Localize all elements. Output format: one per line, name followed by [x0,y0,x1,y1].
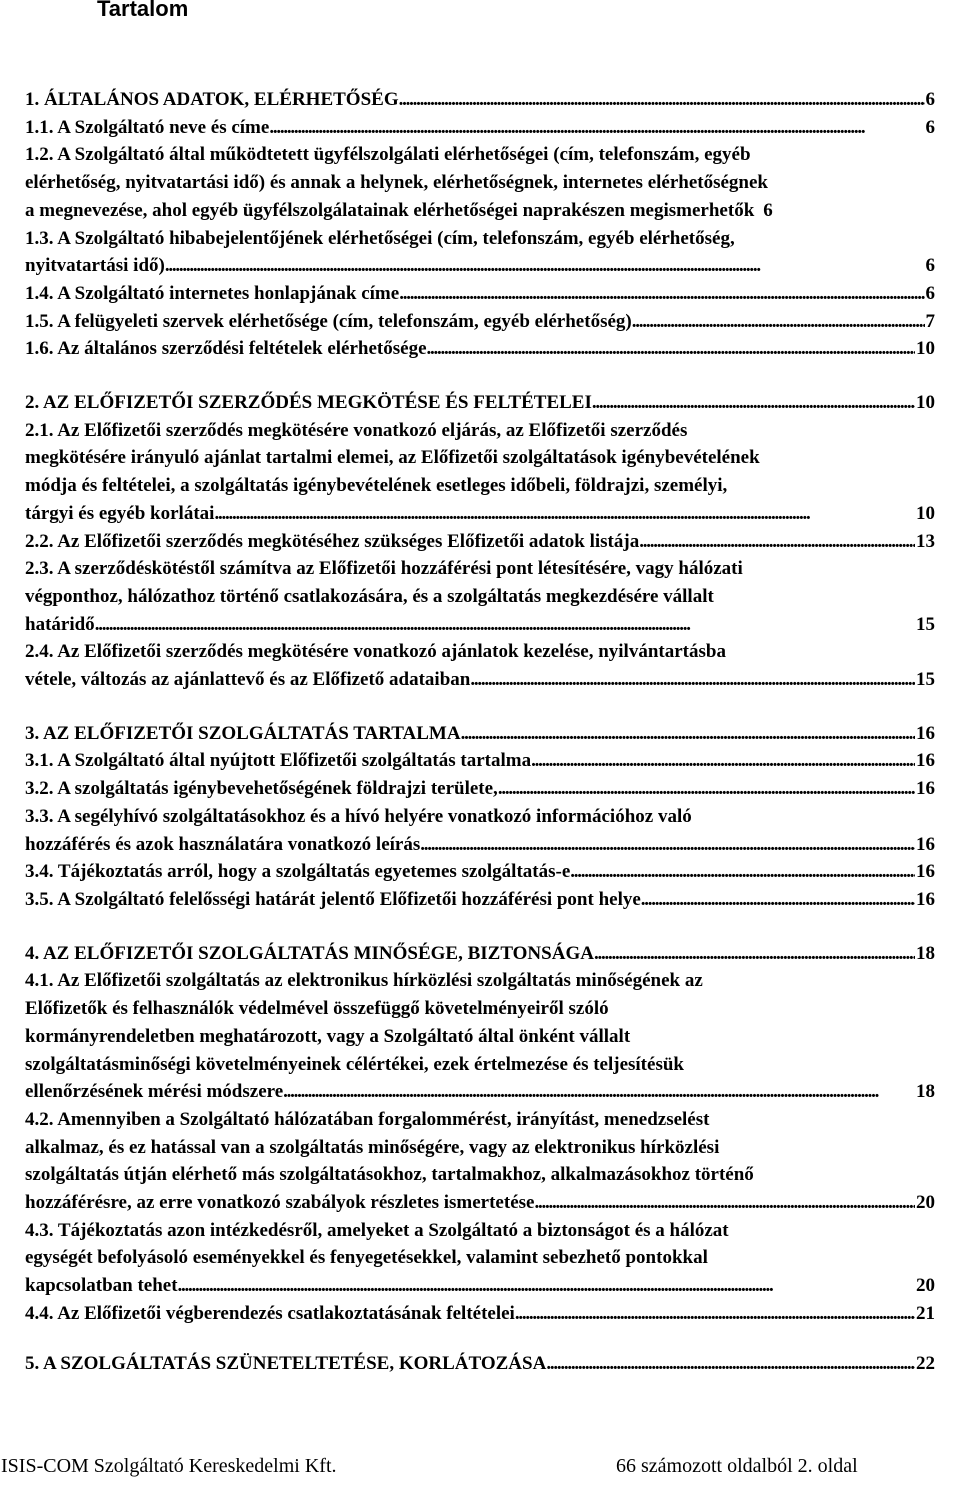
toc-entry[interactable] [25,389,935,417]
toc-entry-text: 3.1. A Szolgáltató által nyújtott Előfizetői szolgáltatás tartalma [25,750,532,772]
toc-entry[interactable] [25,555,935,638]
toc-entry-text: hozzáférésre, az erre vonatkozó szabályok részletes ismertetése [25,1192,535,1214]
toc-entry[interactable] [25,1217,935,1300]
toc-entry-text: hozzáférés és azok használatára vonatkozó leírás [25,833,421,855]
toc-entry-text: 2. AZ ELŐFIZETŐI SZERZŐDÉS MEGKÖTÉSE ÉS FELTÉTELEI [25,392,592,414]
toc-entry-text: egységét befolyásoló eseményekkel és fenyegetésekkel, valamint sebezhető pontokkal [25,1247,708,1269]
toc-entry-text: 5. A SZOLGÁLTATÁS SZÜNETELTETÉSE, KORLÁTOZÁSA [25,1352,547,1374]
toc-entry-text: megkötésére irányuló ajánlat tartalmi elemei, az Előfizetői szolgáltatások igénybevételének [25,447,760,469]
toc-entry[interactable] [25,114,935,142]
dot-leader [420,831,915,859]
dot-leader [594,940,915,968]
toc-entry-text: 1.3. A Szolgáltató hibabejelentőjének elérhetőségei (cím, telefonszám, egyéb elérhetőség, [25,227,735,249]
toc-entry-text: Előfizetők és felhasználók védelmével összefüggő követelményeiről szóló [25,998,609,1020]
toc-entry[interactable] [25,886,935,914]
toc-page-number: 15 [916,669,935,691]
toc-entry-text: határidő [25,613,95,635]
toc-entry[interactable] [25,225,935,280]
toc-entry-text: 3.3. A segélyhívó szolgáltatásokhoz és a hívó helyére vonatkozó információhoz való [25,805,692,827]
toc-entry-text: alkalmaz, és ez hatással van a szolgáltatás minőségére, vagy az elektronikus hírközlési [25,1136,720,1158]
toc-entry-text: elérhetőség, nyitvatartási idő) és annak a helynek, elérhetőségnek, internetes elérhetőségnek [25,172,769,194]
toc-entry-text: 2.2. Az Előfizetői szerződés megkötéséhez szükséges Előfizetői adatok listája [25,530,640,552]
toc-entry-text: 4. AZ ELŐFIZETŐI SZOLGÁLTATÁS MINŐSÉGE, BIZTONSÁGA [25,942,594,964]
toc-entry[interactable] [25,86,935,114]
toc-page-number: 16 [916,750,935,772]
dot-leader [639,528,915,556]
toc-page-number: 16 [916,861,935,883]
dot-leader [515,1300,915,1328]
toc-entry-text: a megnevezése, ahol egyéb ügyfélszolgálatainak elérhetőségei naprakészen megismerhetők [25,199,755,221]
dot-leader [269,114,924,142]
dot-leader [641,886,915,914]
toc-entry[interactable] [25,967,935,1106]
dot-leader [534,1189,915,1217]
toc-entry[interactable] [25,720,935,748]
toc-entry-text: 1.5. A felügyeleti szervek elérhetősége (cím, telefonszám, egyéb elérhetőség) [25,310,632,332]
toc-entry-text: 2.4. Az Előfizetői szerződés megkötésére vonatkozó ajánlatok kezelése, nyilvántartásba [25,641,726,663]
dot-leader [592,389,915,417]
toc-page-number: 7 [925,310,935,332]
dot-leader [283,1078,915,1106]
toc-entry[interactable] [25,1300,935,1328]
toc-entry-text: kapcsolatban tehet [25,1275,178,1297]
toc-page-number: 15 [916,613,935,635]
toc-page-number: 10 [916,338,935,360]
toc-page-number: 6 [763,199,773,221]
toc-entry[interactable] [25,940,935,968]
dot-leader [399,280,924,308]
toc-entry[interactable] [25,417,935,528]
toc-entry-text: 1. ÁLTALÁNOS ADATOK, ELÉRHETŐSÉG [25,89,399,110]
toc-page-number: 16 [916,888,935,910]
toc-entry-text: 1.1. A Szolgáltató neve és címe [25,116,270,138]
toc-entry-text: szolgáltatás útján elérhető más szolgáltatásokhoz, tartalmakhoz, alkalmazásokhoz történő [25,1164,754,1186]
toc-page-number: 10 [916,502,935,524]
toc-entry[interactable] [25,775,935,803]
dot-leader [531,747,915,775]
toc-entry[interactable] [25,280,935,308]
toc-entry-text: 4.1. Az Előfizetői szolgáltatás az elektronikus hírközlési szolgáltatás minőségének az [25,970,703,992]
toc-page-number: 21 [916,1302,935,1324]
toc-entry[interactable] [25,638,935,693]
toc-page-number: 6 [925,89,935,110]
toc-page-number: 13 [916,530,935,552]
toc-page-number: 16 [916,778,935,800]
footer-page-number: 66 számozott oldalból 2. oldal [616,1455,858,1477]
table-of-contents [25,86,935,1377]
toc-entry-text: ellenőrzésének mérési módszere [25,1081,284,1103]
toc-entry-text: vétele, változás az ajánlattevő és az Előfizető adataiban [25,669,471,691]
footer-company: ISIS-COM Szolgáltató Kereskedelmi Kft. [1,1455,337,1477]
dot-leader [399,86,925,114]
toc-entry-text: 2.1. Az Előfizetői szerződés megkötésére vonatkozó eljárás, az Előfizetői szerződés [25,419,688,441]
toc-entry-text: 3.2. A szolgáltatás igénybevehetőségének földrajzi területe, [25,778,498,800]
toc-page-number: 6 [925,116,935,138]
toc-entry-text: 4.4. Az Előfizetői végberendezés csatlakoztatásának feltételei [25,1302,515,1324]
dot-leader [95,611,915,639]
dot-leader [427,335,915,363]
toc-entry-text: 1.6. Az általános szerződési feltételek elérhetősége [25,338,427,360]
toc-entry-text: kormányrendeletben meghatározott, vagy a Szolgáltató által önként vállalt [25,1025,631,1047]
toc-page-number: 16 [916,722,935,744]
toc-entry[interactable] [25,803,935,858]
toc-page-number: 16 [916,833,935,855]
toc-entry-text: módja és feltételei, a szolgáltatás igénybevételének esetleges időbeli, földrajzi, személyi, [25,475,728,497]
toc-entry[interactable] [25,1350,935,1378]
dot-leader [178,1272,915,1300]
dot-leader [461,720,915,748]
toc-entry-text: szolgáltatásminőségi követelményeinek célértékei, ezek értelmezése és teljesítésük [25,1053,684,1075]
toc-entry-text: nyitvatartási idő) [25,255,165,277]
dot-leader [214,500,915,528]
toc-entry[interactable] [25,528,935,556]
toc-entry-text: 3. AZ ELŐFIZETŐI SZOLGÁLTATÁS TARTALMA [25,722,461,744]
toc-entry[interactable] [25,308,935,336]
toc-entry-text: 3.4. Tájékoztatás arról, hogy a szolgáltatás egyetemes szolgáltatás-e [25,861,571,883]
toc-page-number: 6 [925,282,935,304]
dot-leader [470,666,915,694]
dot-leader [632,308,925,336]
toc-entry-text: tárgyi és egyéb korlátai [25,502,215,524]
toc-entry-text: 4.3. Tájékoztatás azon intézkedésről, amelyeket a Szolgáltató a biztonságot és a hálózat [25,1219,729,1241]
dot-leader [165,252,925,280]
toc-page-number: 18 [916,1081,935,1103]
dot-leader [570,858,915,886]
toc-page-number: 18 [916,942,935,964]
toc-entry[interactable] [25,858,935,886]
dot-leader [546,1350,915,1378]
toc-page-number: 22 [916,1352,935,1374]
dot-leader [498,775,915,803]
toc-entry[interactable] [25,1106,935,1217]
toc-entry[interactable] [25,141,935,224]
toc-entry-text: 1.4. A Szolgáltató internetes honlapjának címe [25,282,400,304]
toc-page-number: 6 [925,255,935,277]
toc-entry-text: végponthoz, hálózathoz történő csatlakozására, és a szolgáltatás megkezdésére vállalt [25,585,714,607]
toc-entry-text: 2.3. A szerződéskötéstől számítva az Előfizetői hozzáférési pont létesítésére, vagy hálózati [25,558,743,580]
toc-entry[interactable] [25,335,935,363]
toc-entry-text: 1.2. A Szolgáltató által működtetett ügyfélszolgálati elérhetőségei (cím, telefonszám, egyéb [25,144,751,166]
toc-page-number: 20 [916,1192,935,1214]
toc-entry-text: 3.5. A Szolgáltató felelősségi határát jelentő Előfizetői hozzáférési pont helye [25,888,641,910]
toc-entry[interactable] [25,747,935,775]
toc-page-number: 20 [916,1275,935,1297]
toc-entry-text: 4.2. Amennyiben a Szolgáltató hálózatában forgalommérést, irányítást, menedzselést [25,1108,710,1130]
toc-page-number: 10 [916,392,935,414]
page-title: Tartalom [97,0,189,21]
